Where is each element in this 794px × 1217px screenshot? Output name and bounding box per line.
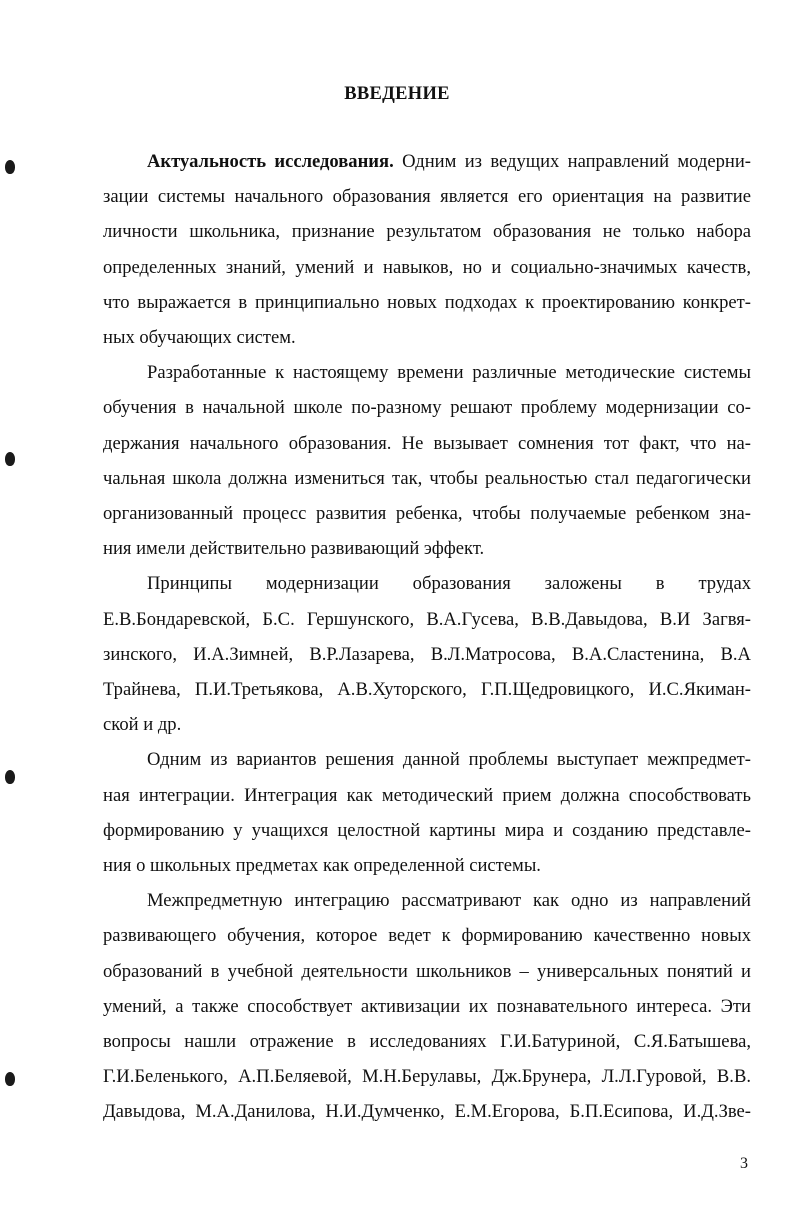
binding-hole-mark <box>5 770 15 784</box>
paragraph-2-line-4: чальная школа должна измениться так, чтобы реальностью стал педагогически <box>103 468 751 489</box>
binding-hole-mark <box>5 1072 15 1086</box>
paragraph-5-line-2: развивающего обучения, которое ведет к формированию качественно новых <box>103 925 751 946</box>
paragraph-1-line-2: зации системы начального образования является его ориентация на развитие <box>103 186 751 207</box>
paragraph-3-line-4: Трайнева, П.И.Третьякова, А.В.Хуторского, Г.П.Щедровицкого, И.С.Якиман- <box>103 679 751 700</box>
paragraph-5-line-1: Межпредметную интеграцию рассматривают как одно из направлений <box>147 890 751 911</box>
paragraph-1-line-1-text: Одним из ведущих направлений модерни- <box>393 151 751 172</box>
paragraph-3-line-2: Е.В.Бондаревской, Б.С. Гершунского, В.А.Гусева, В.В.Давыдова, В.И Загвя- <box>103 609 751 630</box>
page-title: ВВЕДЕНИЕ <box>344 84 450 104</box>
paragraph-1-line-4: определенных знаний, умений и навыков, но и социально-значимых качеств, <box>103 257 751 278</box>
paragraph-5-line-7: Давыдова, М.А.Данилова, Н.И.Думченко, Е.М.Егорова, Б.П.Есипова, И.Д.Зве- <box>103 1101 751 1122</box>
paragraph-1-line-1 <box>147 150 751 174</box>
paragraph-2-line-2: обучения в начальной школе по-разному решают проблему модернизации со- <box>103 397 751 418</box>
binding-hole-mark <box>5 160 15 174</box>
paragraph-2-line-1: Разработанные к настоящему времени различные методические системы <box>147 362 751 383</box>
paragraph-4-line-3: формированию у учащихся целостной картины мира и созданию представле- <box>103 820 751 841</box>
page-number: 3 <box>740 1155 748 1172</box>
paragraph-lead-heading: Актуальность исследования. <box>147 151 394 172</box>
paragraph-4-line-1: Одним из вариантов решения данной проблемы выступает межпредмет- <box>147 749 751 770</box>
paragraph-5-line-4: умений, а также способствует активизации их познавательного интереса. Эти <box>103 996 751 1017</box>
paragraph-3-line-5: ской и др. <box>103 714 182 735</box>
paragraph-1-line-5: что выражается в принципиально новых подходах к проектированию конкрет- <box>103 292 751 313</box>
paragraph-2-line-3: держания начального образования. Не вызывает сомнения тот факт, что на- <box>103 433 751 454</box>
paragraph-2-line-5: организованный процесс развития ребенка, чтобы получаемые ребенком зна- <box>103 503 751 524</box>
paragraph-5-line-6: Г.И.Беленького, А.П.Беляевой, М.Н.Берулавы, Дж.Брунера, Л.Л.Гуровой, В.В. <box>103 1066 751 1087</box>
paragraph-3-line-3: зинского, И.А.Зимней, В.Р.Лазарева, В.Л.Матросова, В.А.Сластенина, В.А <box>103 644 751 665</box>
paragraph-4-line-4: ния о школьных предметах как определенной системы. <box>103 855 541 876</box>
paragraph-5-line-5: вопросы нашли отражение в исследованиях Г.И.Батуриной, С.Я.Батышева, <box>103 1031 751 1052</box>
paragraph-2-line-6: ния имели действительно развивающий эффект. <box>103 538 485 559</box>
paragraph-5-line-3: образований в учебной деятельности школьников – универсальных понятий и <box>103 961 751 982</box>
binding-hole-mark <box>5 452 15 466</box>
paragraph-1-line-6: ных обучающих систем. <box>103 327 296 348</box>
paragraph-4-line-2: ная интеграции. Интеграция как методический прием должна способствовать <box>103 785 751 806</box>
paragraph-1-line-3: личности школьника, признание результатом образования не только набора <box>103 221 751 242</box>
paragraph-3-line-1: Принципы модернизации образования заложены в трудах <box>147 573 751 594</box>
